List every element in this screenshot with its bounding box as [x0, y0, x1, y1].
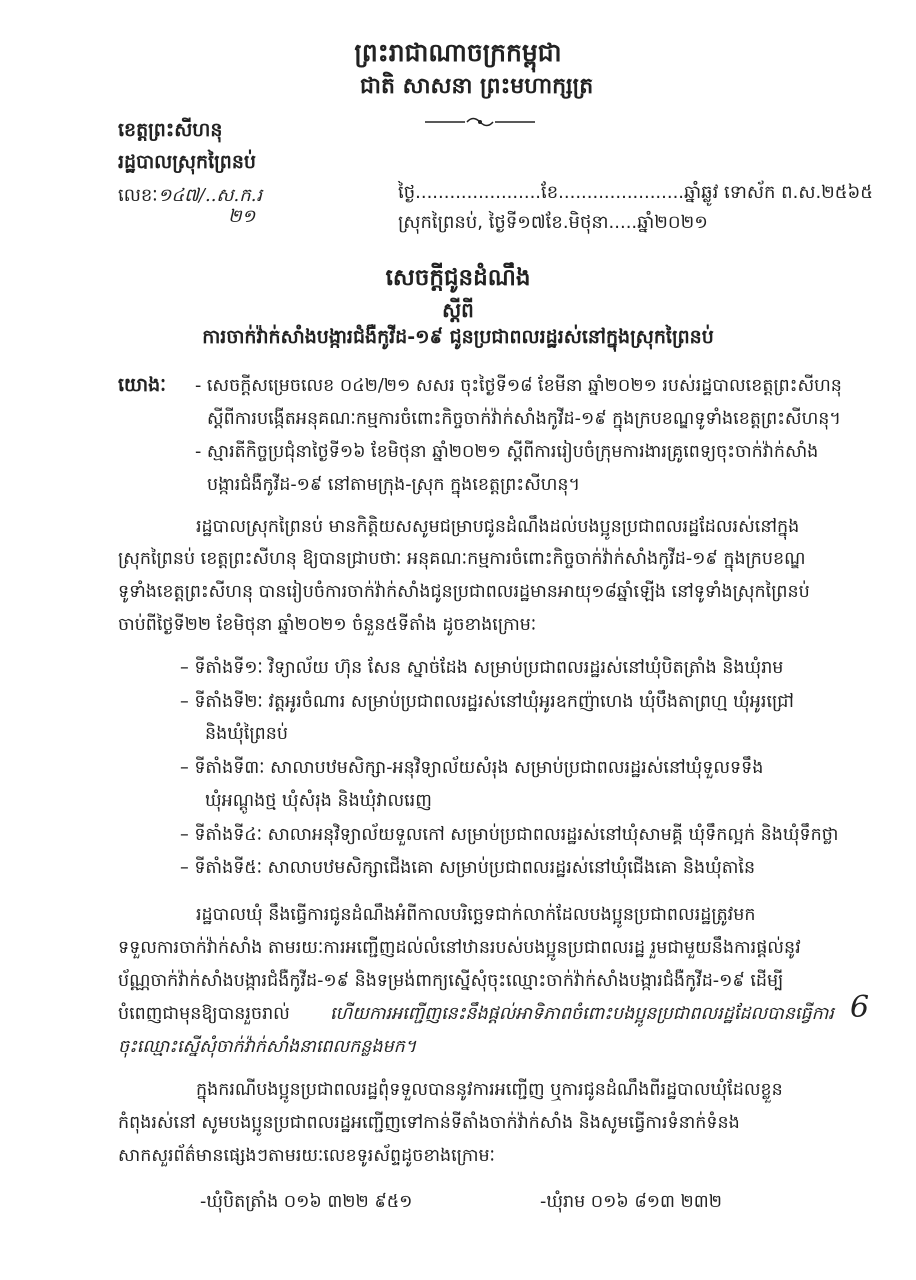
reference-label: លេខៈ	[118, 185, 158, 206]
site-item: – ទីតាំងទី៤ៈ សាលាអនុវិទ្យាល័យទួលកៅ សម្រាប់ប្រជាពលរដ្ឋរស់នៅឃុំសាមគ្គី ឃុំទឹកល្អក់ និងឃុំទឹកថ្លា	[180, 825, 839, 845]
contact-left: -ឃុំបិតត្រាំង ០១៦ ៣២២ ៩៥១	[200, 1192, 413, 1212]
notice-subject-label: ស្ដីពី	[442, 298, 474, 322]
reference-line: ស្ដីពីការបង្កើតអនុគណៈកម្មការចំពោះកិច្ចចាក់វ៉ាក់សាំងកូវីដ-១៩ ក្នុងក្របខណ្ឌទូទាំងខេត្តព្រះសីហនុ។	[207, 409, 841, 429]
site-item: – ទីតាំងទី៣ៈ សាលាបឋមសិក្សា-អនុវិទ្យាល័យសំរុង សម្រាប់ប្រជាពលរដ្ឋរស់នៅឃុំទួលទទឹង	[180, 758, 764, 778]
reference-line: - ស្មារតីកិច្ចប្រជុំនាថ្ងៃទី១៦ ខែមិថុនា ឆ្នាំ២០២១ ស្ដីពីការរៀបចំក្រុមការងារគ្រូពេទ្យចុះចាក់វ៉ាក់សាំង	[195, 442, 819, 462]
national-motto: ជាតិ សាសនា ព្រះមហាក្សត្រ	[360, 74, 594, 99]
body-paragraph-3-line: ក្នុងករណីបងប្អូនប្រជាពលរដ្ឋពុំទទួលបាននូវការអញ្ជើញ ឬការជូនដំណឹងពីរដ្ឋបាលឃុំដែលខ្លួន	[196, 1080, 783, 1100]
reference-value-2: ២១	[228, 206, 256, 227]
site-item: – ទីតាំងទី២ៈ វត្តអូរចំណារ សម្រាប់ប្រជាពលរដ្ឋរស់នៅឃុំអូរឧកញ៉ាហេង ឃុំបឹងតាព្រហ្ម ឃុំអូរជ្រៅ	[180, 692, 794, 712]
body-paragraph-1-line: ស្រុកព្រៃនប់ ខេត្តព្រះសីហនុ ឱ្យបានជ្រាបថាៈ អនុគណៈកម្មការចំពោះកិច្ចចាក់វ៉ាក់សាំងកូវីដ-១៩ ក្នុងក្របខណ្ឌ	[118, 549, 806, 569]
site-item-continued: ឃុំអណ្ដូងថ្ម ឃុំសំរុង និងឃុំវាលរេញ	[205, 791, 432, 811]
ornament-divider	[425, 112, 535, 132]
contact-right: -ឃុំរាម ០១៦ ៨១៣ ២៣២	[540, 1192, 722, 1212]
body-paragraph-2-line: រដ្ឋបាលឃុំ នឹងធ្វើការជូនដំណឹងអំពីកាលបរិច្ឆេទជាក់លាក់ដែលបងប្អូនប្រជាពលរដ្ឋត្រូវមក	[196, 905, 756, 925]
site-item: – ទីតាំងទី៥ៈ សាលាបឋមសិក្សាជើងគោ សម្រាប់ប្រជាពលរដ្ឋរស់នៅឃុំជើងគោ និងឃុំតានៃ	[180, 858, 756, 878]
reference-line: បង្ការជំងឺកូវីដ-១៩ នៅតាមក្រុង-ស្រុក ក្នុងខេត្តព្រះសីហនុ។	[207, 475, 581, 495]
body-paragraph-2-line: ទទួលការចាក់វ៉ាក់សាំង តាមរយៈការអញ្ជើញដល់លំនៅឋានរបស់បងប្អូនប្រជាពលរដ្ឋ រួមជាមួយនឹងការផ្ដល់នូវ	[118, 938, 801, 958]
lunar-date: ថ្ងៃ......................ខែ......................ឆ្នាំឆ្លូវ ទោស័ក ព.ស.២៥៦៥	[398, 182, 874, 203]
kingdom-heading: ព្រះរាជាណាចក្រកម្ពុជា	[354, 38, 562, 67]
body-paragraph-2-line: ប័ណ្ណចាក់វ៉ាក់សាំងបង្ការជំងឺកូវីដ-១៩ និងទម្រង់ពាក្យស្នើសុំចុះឈ្មោះចាក់វ៉ាក់សាំងបង្ការជំងឺកូវីដ-១៩ ដើម្បី	[118, 971, 784, 991]
body-paragraph-3-line: សាកសួរព័ត៌មានផ្សេងៗតាមរយៈលេខទូរស័ព្ទដូចខាងក្រោមៈ	[118, 1146, 496, 1166]
body-paragraph-1-line: ទូទាំងខេត្តព្រះសីហនុ បានរៀបចំការចាក់វ៉ាក់សាំងជូនប្រជាពលរដ្ឋមានអាយុ១៨ឆ្នាំឡើង នៅទូទាំងស្រុកព្រៃនប់	[118, 582, 810, 602]
reference-line: - សេចក្ដីសម្រេចលេខ ០៤២/២១ សសរ ចុះថ្ងៃទី១៨ ខែមីនា ឆ្នាំ២០២១ របស់រដ្ឋបាលខេត្តព្រះសីហនុ	[195, 376, 842, 396]
references-label: យោងៈ	[118, 374, 167, 396]
body-paragraph-2-line: បំពេញជាមុនឱ្យបានរួចរាល់	[118, 1004, 290, 1024]
site-item-continued: និងឃុំព្រៃនប់	[205, 724, 288, 744]
province-name: ខេត្តព្រះសីហនុ	[118, 119, 223, 141]
body-paragraph-2-italic: ចុះឈ្មោះស្នើសុំចាក់វ៉ាក់សាំងនាពេលកន្លងមក។	[118, 1037, 417, 1057]
solar-date: ស្រុកព្រៃនប់, ថ្ងៃទី១៧ខែ.មិថុនា.....ឆ្នាំ២០២១	[398, 212, 708, 233]
margin-handwritten-mark: 6	[850, 990, 870, 1025]
site-item: – ទីតាំងទី១ៈ វិទ្យាល័យ ហ៊ុន សែន ស្នាច់ដែង សម្រាប់ប្រជាពលរដ្ឋរស់នៅឃុំបិតត្រាំង និងឃុំរាម	[180, 658, 784, 678]
notice-title: សេចក្ដីជូនដំណឹង	[385, 265, 531, 291]
body-paragraph-3-line: កំពុងរស់នៅ សូមបងប្អូនប្រជាពលរដ្ឋអញ្ជើញទៅកាន់ទីតាំងចាក់វ៉ាក់សាំង និងសូមធ្វើការទំនាក់ទំនង	[118, 1113, 740, 1133]
district-admin: រដ្ឋបាលស្រុកព្រៃនប់	[118, 151, 256, 173]
body-paragraph-1-line: រដ្ឋបាលស្រុកព្រៃនប់ មានកិត្តិយសសូមជម្រាបជូនដំណឹងដល់បងប្អូនប្រជាពលរដ្ឋដែលរស់នៅក្នុង	[196, 517, 800, 537]
reference-value: ១៤៧/..ស.ក.រ	[157, 185, 263, 206]
body-paragraph-2-italic: ហើយការអញ្ជើញនេះនឹងផ្ដល់អាទិភាពចំពោះបងប្អូនប្រជាពលរដ្ឋដែលបានធ្វើការ	[330, 1004, 834, 1024]
notice-subject: ការចាក់វ៉ាក់សាំងបង្ការជំងឺកូវីដ-១៩ ជូនប្រជាពលរដ្ឋរស់នៅក្នុងស្រុកព្រៃនប់	[202, 326, 714, 348]
body-paragraph-1-line: ចាប់ពីថ្ងៃទី២២ ខែមិថុនា ឆ្នាំ២០២១ ចំនួន៥ទីតាំង ដូចខាងក្រោមៈ	[118, 615, 537, 635]
